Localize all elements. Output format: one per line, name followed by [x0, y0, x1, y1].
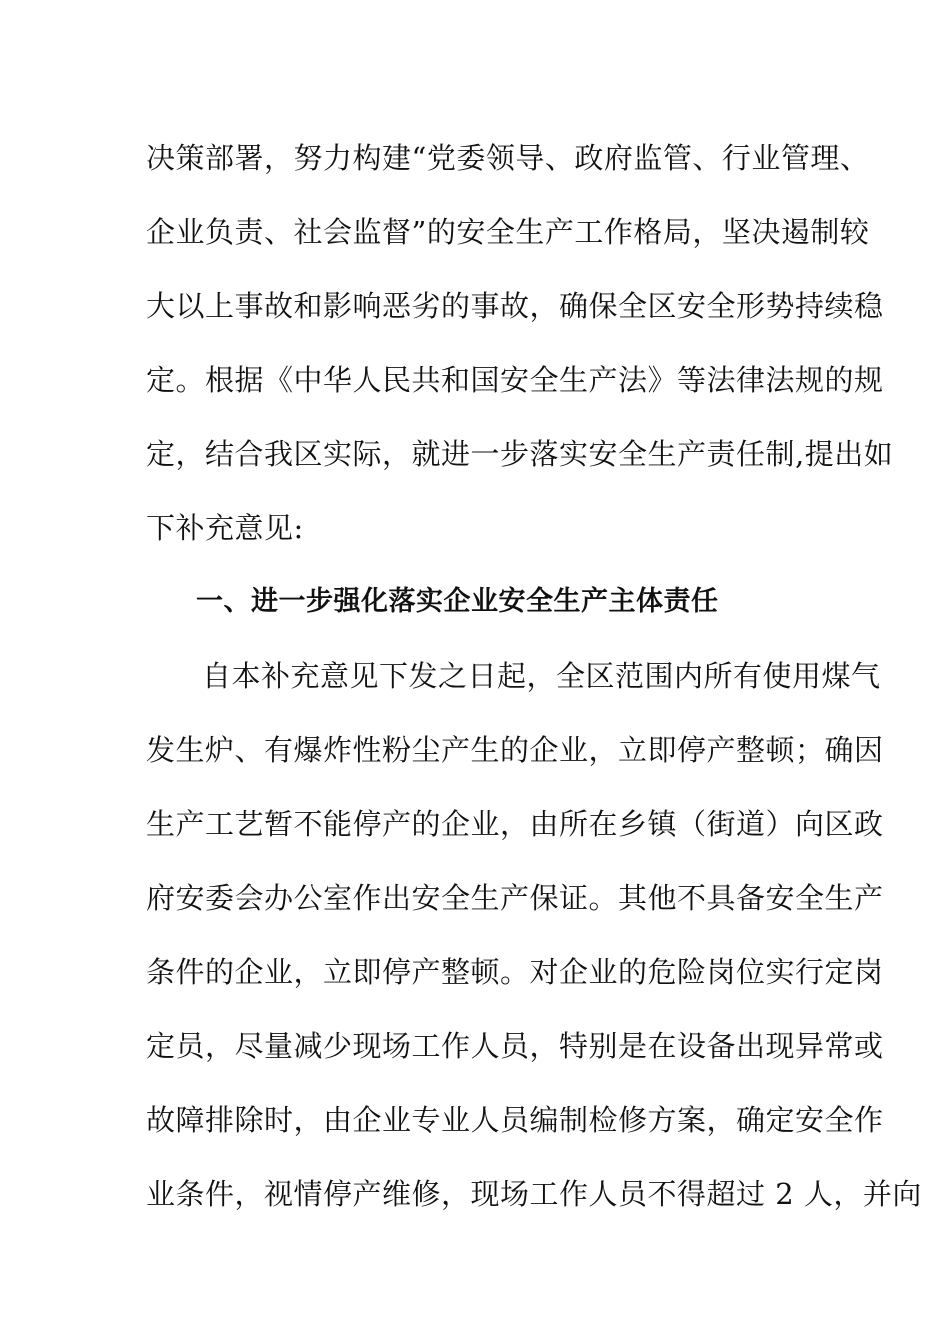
paragraph-line: 生产工艺暂不能停产的企业，由所在乡镇（街道）向区政: [146, 807, 884, 841]
paragraph-line: 条件的企业，立即停产整顿。对企业的危险岗位实行定岗: [146, 955, 884, 989]
paragraph-line: 定。根据《中华人民共和国安全生产法》等法律法规的规: [146, 363, 884, 397]
document-body: [146, 130, 922, 1240]
paragraph-line: 故障排除时，由企业专业人员编制检修方案，确定安全作: [146, 1103, 884, 1137]
paragraph-line: 发生炉、有爆炸性粉尘产生的企业，立即停产整顿；确因: [146, 733, 884, 767]
paragraph-line: 决策部署，努力构建“党委领导、政府监管、行业管理、: [146, 141, 870, 175]
paragraph-line: 业条件，视情停产维修，现场工作人员不得超过 2 人，并向: [146, 1177, 922, 1211]
paragraph-line: 自本补充意见下发之日起，全区范围内所有使用煤气: [202, 659, 881, 693]
paragraph-line: 定，结合我区实际，就进一步落实安全生产责任制,提出如: [146, 437, 894, 471]
paragraph-line: 定员，尽量减少现场工作人员，特别是在设备出现异常或: [146, 1029, 884, 1063]
section-heading: 一、进一步强化落实企业安全生产主体责任: [196, 586, 719, 617]
paragraph-line: 大以上事故和影响恶劣的事故，确保全区安全形势持续稳: [146, 289, 884, 323]
paragraph-line: 下补充意见:: [146, 511, 304, 545]
paragraph-line: 企业负责、社会监督”的安全生产工作格局，坚决遏制较: [146, 215, 870, 249]
paragraph-line: 府安委会办公室作出安全生产保证。其他不具备安全生产: [146, 881, 884, 915]
